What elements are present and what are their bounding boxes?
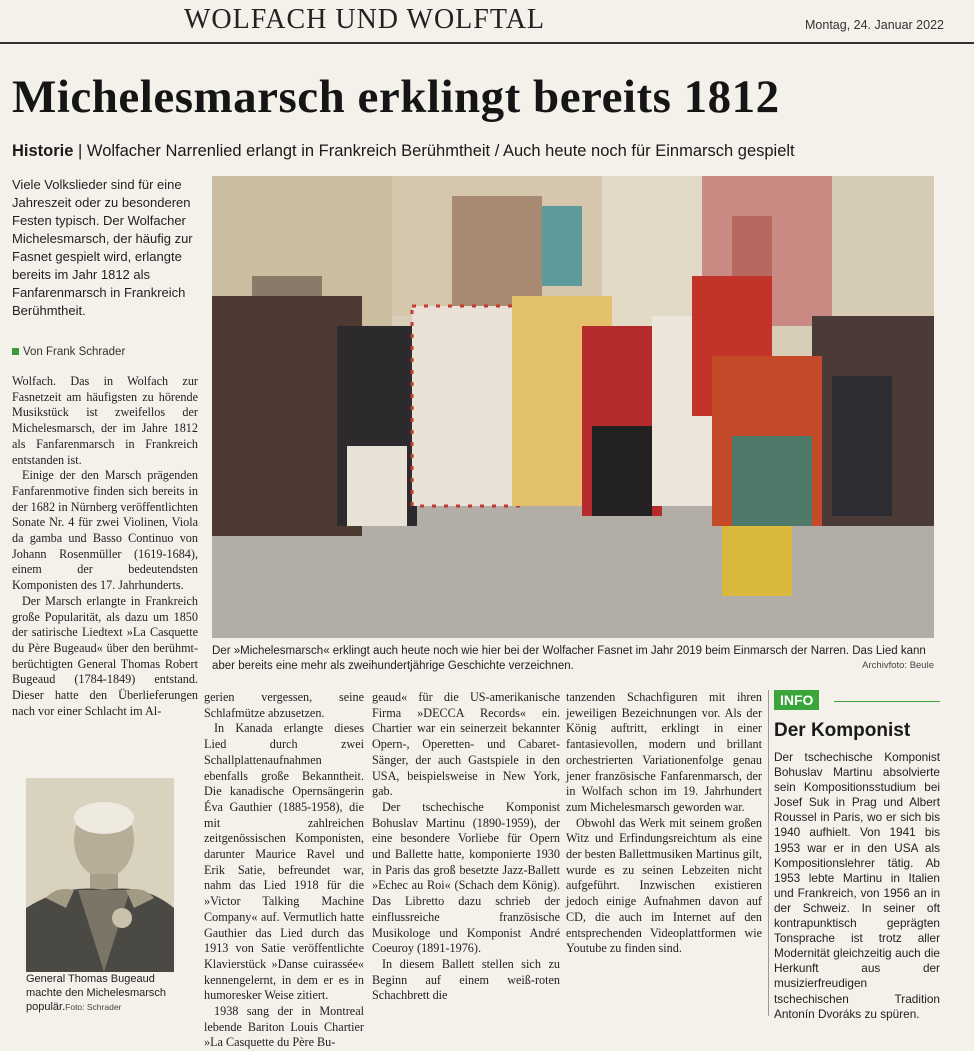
subheadline-text: Wolfacher Narrenlied erlangt in Frankreich Berühmtheit / Auch heute noch für Einmarsch gespielt <box>86 142 795 160</box>
photo-credit: Archivfoto: Beule <box>862 660 934 671</box>
paragraph: gerien vergessen, seine Schlafmütze abzusetzen. <box>204 690 364 720</box>
paragraph: 1938 sang der in Montreal lebende Bariton Louis Chartier »La Casquette du Père Bu- <box>204 1004 364 1050</box>
info-rule <box>834 701 940 702</box>
article-headline: Michelesmarsch erklingt bereits 1812 <box>12 71 780 123</box>
kicker: Historie <box>12 142 74 160</box>
article-column-2 <box>204 690 364 1051</box>
bugeaud-portrait <box>26 778 174 972</box>
info-box <box>774 690 940 1022</box>
article-column-1 <box>12 374 198 719</box>
issue-date: Montag, 24. Januar 2022 <box>805 18 944 32</box>
carnival-photo <box>212 176 934 638</box>
header-rule <box>0 42 974 44</box>
article-lead: Viele Volkslieder sind für eine Jahreszeit oder zu besonderen Festen typisch. Der Wolfacher Michelesmarsch, der häufig zur Fasnet gespielt wird, erlangte bereits im Jahr 1812 als Fanfarenmarsch in Frankreich Berühmtheit. <box>12 177 193 318</box>
portrait-credit: Foto: Schrader <box>65 1002 122 1012</box>
portrait-illustration <box>26 778 174 972</box>
article-subheadline <box>12 142 795 161</box>
kicker-separator: | <box>78 142 83 160</box>
paragraph: Obwohl das Werk mit seinem großen Witz und Erfindungsreichtum als eine der besten Ballettmusiken Martinus gilt, wurde es zu seinen Lebzeiten nicht aufgeführt. Inzwischen existieren jedoch einige Aufnahmen davon auf CD, die auch im Internet auf den entsprechenden Videoplattformen wie Youtube zu finden sind. <box>566 815 762 956</box>
paragraph: Der Marsch erlangte in Frankreich große Popularität, als dazu um 1850 der satirische Liedtext »La Casquette du Père Bugeaud« über den berühmt-berüchtigten General Thomas Robert Bugeaud (1784-1849) entstand. Dieser hatte den Überlieferungen nach vor einer Schlacht im Al- <box>12 593 198 718</box>
carnival-photo-illustration <box>212 176 934 638</box>
paragraph: Wolfach. Das in Wolfach zur Fasnetzeit am häufigsten zu hörende Musikstück ist zweifellos der Michelesmarsch, der im Jahre 1812 als Fanfarenmarsch in Frankreich entstanden ist. <box>12 374 198 467</box>
paragraph: In Kanada erlangte dieses Lied durch zwei Schallplattenaufnahmen ebenfalls große Bekanntheit. Die kanadische Opernsängerin Éva Gauthier (1885-1958), die mit zahlreichen zeitgenössischen Komponisten, darunter Maurice Ravel und Erik Satie, befreundet war, nahm das Lied 1918 für die »Victor Talking Machine Company« auf. Vermutlich hatte Gauthier das Lied durch das 1913 von Satie veröffentlichte Klavierstück »Danse cuirassée« kennengelernt, in dem er es in humoresker Weise zitiert. <box>204 721 364 1003</box>
paragraph: In diesem Ballett stellen sich zu Beginn auf einem weiß-roten Schachbrett die <box>372 956 560 1003</box>
byline-marker <box>12 348 19 355</box>
article-column-3 <box>372 690 560 1004</box>
info-tag: INFO <box>774 690 819 710</box>
paragraph: Einige der den Marsch prägenden Fanfarenmotive finden sich bereits in der 1682 in Nürnberg veröffentlichten Sonate Nr. 4 für zwei Violinen, Viola da gamba und Basso Continuo von Johann Rosenmüller (1619-1684), einem der bedeutendsten Komponisten des 17. Jahrhunderts. <box>12 468 198 593</box>
info-text: Der tschechische Komponist Bohuslav Martinu absolvierte sein Kompositionsstudium bei Josef Suk in Prag und Albert Roussel in Paris, wo er sich bis 1940 aufhielt. Von 1941 bis 1953 war er in den USA als Kompositionslehrer tätig. Ab 1953 lebte Martinu in Italien und Frankreich, von 1956 an in der Schweiz. In seiner oft kontrapunktisch geprägten Tonsprache ist trotz aller Modernität gleichzeitig auch die Herkunft aus der musizierfreudigen tschechischen Tradition Antonín Dvoráks zu spüren. <box>774 750 940 1021</box>
paragraph: geaud« für die US-amerikanische Firma »DECCA Records« ein. Chartier war ein seinerzeit bekannter Opern-, Operetten- und Cabaret-Sänger, der auch Gastspiele in den USA, beispielsweise in New York, gab. <box>372 690 560 799</box>
article-column-4 <box>566 690 762 957</box>
paragraph: Der tschechische Komponist Bohuslav Martinu (1890-1959), der eine besondere Vorliebe für Opern und Ballette hatte, komponierte 1930 in Paris das groß besetzte Jazz-Ballett »Echec au Roi« (Schach dem König). Das Libretto dazu schrieb der einflussreiche französische Musikologe und Komponist André Coeuroy (1891-1976). <box>372 799 560 956</box>
portrait-caption-text: General Thomas Bugeaud machte den Michelesmarsch populär. <box>26 973 167 1013</box>
info-title: Der Komponist <box>774 720 911 741</box>
paragraph: tanzenden Schachfiguren mit ihren jeweiligen Bezeichnungen vor. Als der König auftritt, erklingt in einer fantasievollen, modern und brillant orchestrierten Variationenfolge genau jener französische Fanfarenmarsch, der in Wolfach schon im 19. Jahrhundert zum Michelesmarsch geworden war. <box>566 690 762 814</box>
column-divider <box>768 690 769 1016</box>
byline-text: Von Frank Schrader <box>23 346 126 358</box>
byline <box>12 346 125 358</box>
section-title: WOLFACH UND WOLFTAL <box>184 4 546 35</box>
portrait-caption <box>26 972 174 1014</box>
photo-caption: Der »Michelesmarsch« erklingt auch heute noch wie hier bei der Wolfacher Fasnet im Jahr 2019 beim Einmarsch der Narren. Das Lied kann aber bereits eine mehr als zweihundertjährige Geschichte verzeichnen. <box>212 645 926 672</box>
